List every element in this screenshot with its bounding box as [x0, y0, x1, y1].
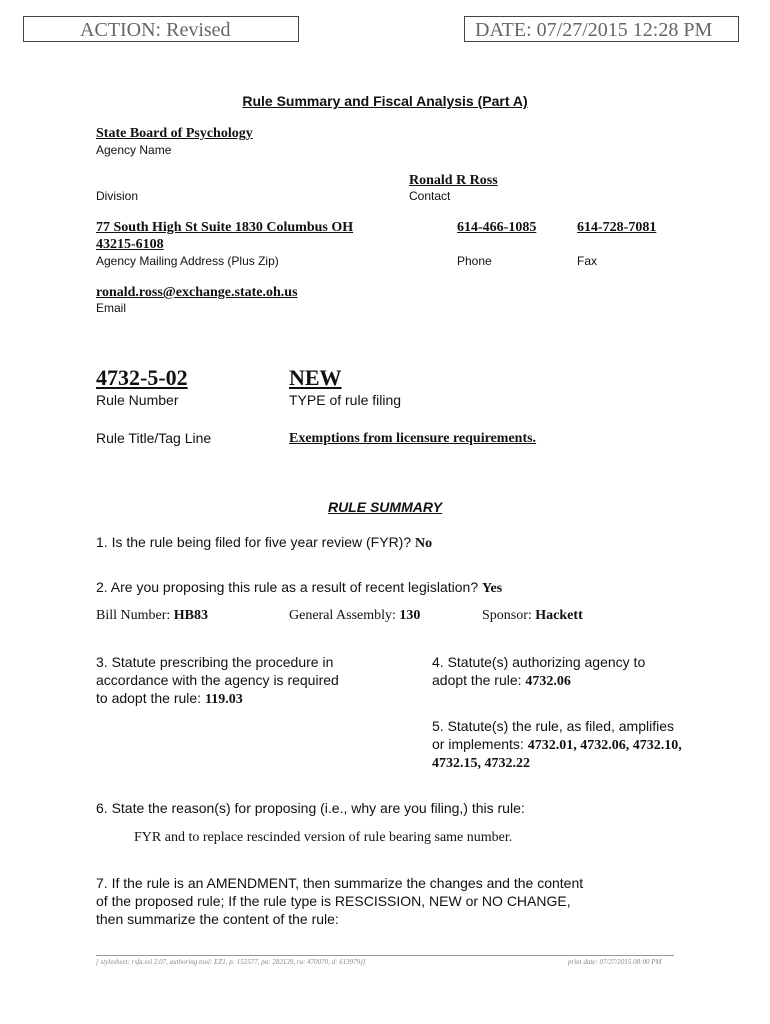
footer-stylesheet-info: [ stylesheet: rsfa.xsl 2.07, authoring tool: EZ1, p: 152577, pa: 282139, ra: 470070, d: 613979)]	[96, 958, 366, 966]
answer-5-line2: 4732.15, 4732.22	[432, 756, 530, 771]
question-4-line2-text: adopt the rule:	[432, 672, 522, 688]
question-3-line2: accordance with the agency is required	[96, 672, 339, 688]
question-3-line1: 3. Statute prescribing the procedure in	[96, 654, 334, 670]
page-title: Rule Summary and Fiscal Analysis (Part A)	[242, 93, 528, 109]
question-3-line3	[96, 689, 339, 709]
question-4	[432, 653, 645, 691]
action-box	[23, 16, 299, 42]
question-6: 6. State the reason(s) for proposing (i.e., why are you filing,) this rule:	[96, 800, 525, 816]
bill-number-value: HB83	[173, 608, 209, 623]
fax-value: 614-728-7081	[577, 220, 657, 235]
answer-2: Yes	[482, 581, 503, 596]
rule-type-label: TYPE of rule filing	[289, 392, 402, 408]
answer-5-line1: 4732.01, 4732.06, 4732.10,	[527, 738, 682, 753]
agency-name-value: State Board of Psychology	[96, 126, 253, 141]
footer-divider	[96, 955, 674, 956]
action-text: ACTION: Revised	[80, 19, 231, 41]
bill-number-label: Bill Number:	[96, 608, 171, 623]
answer-6: FYR and to replace rescinded version of rule bearing same number.	[134, 830, 513, 845]
rule-number-label: Rule Number	[96, 392, 179, 408]
question-7-line3: then summarize the content of the rule:	[96, 911, 339, 927]
address-line1: 77 South High St Suite 1830 Columbus OH	[96, 220, 354, 235]
question-3	[96, 653, 339, 709]
general-assembly	[289, 608, 420, 624]
question-3-line3-text: to adopt the rule:	[96, 690, 202, 706]
phone-label: Phone	[457, 254, 492, 268]
contact-value: Ronald R Ross	[409, 173, 498, 188]
question-2-text: 2. Are you proposing this rule as a result of recent legislation?	[96, 579, 479, 595]
address-line2: 43215-6108	[96, 237, 164, 252]
question-4-line2	[432, 671, 645, 691]
contact-label: Contact	[409, 189, 451, 203]
division-label: Division	[96, 189, 139, 203]
rule-number-value: 4732-5-02	[96, 365, 188, 390]
rule-title-label: Rule Title/Tag Line	[96, 430, 212, 446]
sponsor-label: Sponsor:	[482, 608, 532, 623]
question-5	[432, 717, 682, 773]
footer-print-date: print date: 07/27/2015 08:00 PM	[568, 958, 662, 966]
agency-name-label: Agency Name	[96, 143, 172, 157]
email-label: Email	[96, 301, 127, 315]
question-7	[96, 874, 583, 928]
answer-4: 4732.06	[525, 674, 571, 689]
question-5-line1: 5. Statute(s) the rule, as filed, amplifies	[432, 718, 674, 734]
email-value: ronald.ross@exchange.state.oh.us	[96, 285, 298, 300]
question-1	[96, 533, 432, 553]
general-assembly-label: General Assembly:	[289, 608, 396, 623]
question-7-line1: 7. If the rule is an AMENDMENT, then summarize the changes and the content	[96, 875, 584, 891]
rule-summary-heading: RULE SUMMARY	[327, 499, 443, 515]
question-7-line2: of the proposed rule; If the rule type is RESCISSION, NEW or NO CHANGE,	[96, 893, 571, 909]
fax-label: Fax	[577, 254, 598, 268]
question-1-text: 1. Is the rule being filed for five year review (FYR)?	[96, 534, 412, 550]
date-box	[464, 16, 739, 42]
general-assembly-value: 130	[399, 608, 421, 623]
answer-1: No	[415, 536, 433, 551]
sponsor-value: Hackett	[535, 608, 583, 623]
question-2	[96, 578, 502, 598]
rule-type-value: NEW	[289, 365, 342, 390]
question-5-line2	[432, 735, 682, 755]
answer-3: 119.03	[204, 692, 243, 707]
address-label: Agency Mailing Address (Plus Zip)	[96, 254, 279, 268]
date-text: DATE: 07/27/2015 12:28 PM	[475, 19, 713, 41]
rule-title-value: Exemptions from licensure requirements.	[289, 431, 537, 446]
bill-number	[96, 608, 208, 624]
question-4-line1: 4. Statute(s) authorizing agency to	[432, 654, 646, 670]
question-5-line2-text: or implements:	[432, 736, 524, 752]
phone-value: 614-466-1085	[457, 220, 537, 235]
sponsor	[482, 608, 583, 624]
